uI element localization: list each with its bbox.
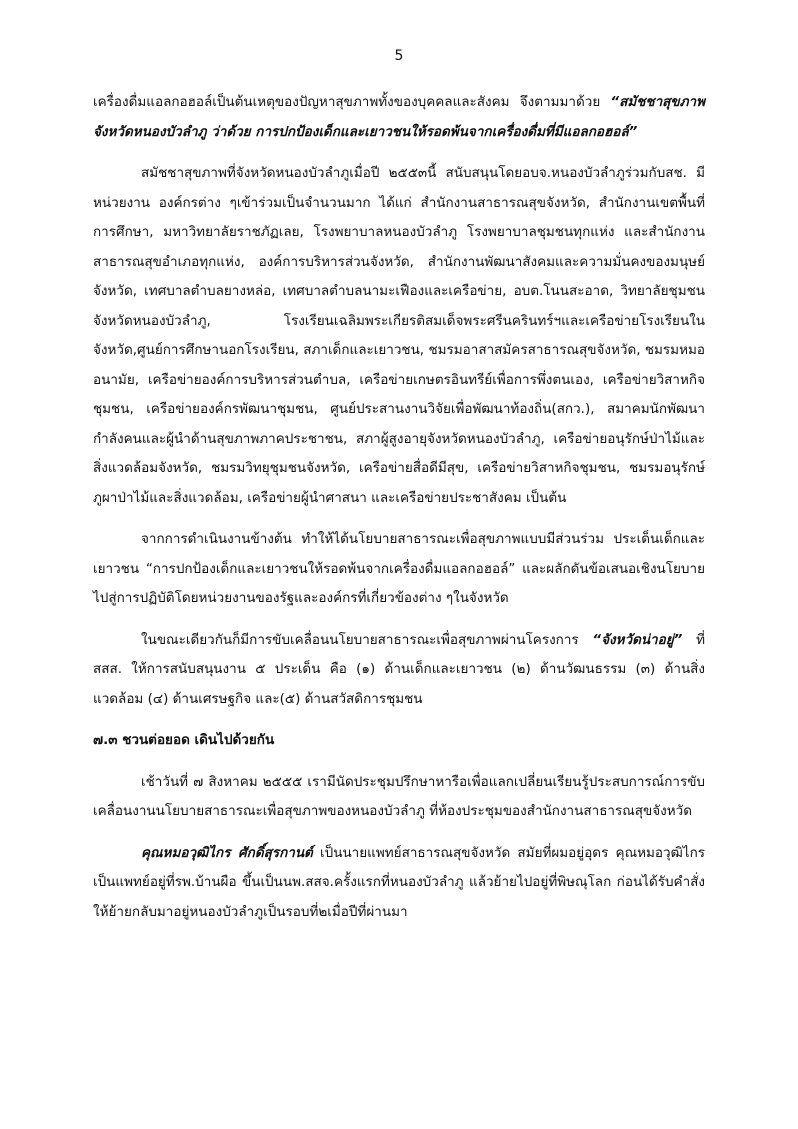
project-name-emphasis: “จังหวัดน่าอยู่” [592,631,683,648]
paragraph-text: ที่ สสส. ให้การสนับสนุนงาน ๕ ประเด็น คือ (๑) ด้านเด็กและเยาวชน (๒) ด้านวัฒนธรรม (๓) ด้านสิ่งแวดล้อม (๔) ด้านเศรษฐกิจ และ(๕) ด้านสวัสดิการชุมชน [93,631,705,707]
paragraph-livable-province [93,626,705,715]
paragraph-meeting: เช้าวันที่ ๗ สิงหาคม ๒๕๕๕ เรามีนัดประชุมปรึกษาหารือเพื่อแลกเปลี่ยนเรียนรู้ประสบการณ์การขับเคลื่อนงานนโยบายสาธารณะเพื่อสุขภาพของหนองบัวลำภู ที่ห้องประชุมของสำนักงานสาธารณสุขจังหวัด [93,773,705,819]
paragraph-health-assembly: สมัชชาสุขภาพที่จังหวัดหนองบัวลำภูเมื่อปี ๒๕๕๓นี้ สนับสนุนโดยอบจ.หนองบัวลำภูร่วมกับสช. มีหน่วยงาน องค์กรต่าง ๆเข้าร่วมเป็นจำนวนมาก ได้แก่ สำนักงานสาธารณสุขจังหวัด, สำนักงานเขตพื้นที่การศึกษา, มหาวิทยาลัยราชภัฏเลย, โรงพยาบาลหนองบัวลำภู โรงพยาบาลชุมชนทุกแห่ง และสำนักงานสาธารณสุขอำเภอทุกแห่ง, องค์การบริหารส่วนจังหวัด, สำนักงานพัฒนาสังคมและความมั่นคงของมนุษย์จังหวัด, เทศบาลตำบลยางหล่อ, เทศบาลตำบลนามะเฟืองและเครือข่าย, อบต.โนนสะอาด, วิทยาลัยชุมชนจังหวัดหนองบัวลำภู, โรงเรียนเฉลิมพระเกียรติสมเด็จพระศรีนครินทร์ฯและเครือข่ายโรงเรียนในจังหวัด,ศูนย์การศึกษานอกโรงเรียน, สภาเด็กและเยาวชน, ชมรมอาสาสมัครสาธารณสุขจังหวัด, ชมรมหมออนามัย, เครือข่ายองค์การบริหารส่วนตำบล, เครือข่ายเกษตรอินทรีย์เพื่อการพึ่งตนเอง, เครือข่ายวิสาหกิจชุมชน, เครือข่ายองค์กรพัฒนาชุมชน, ศูนย์ประสานงานวิจัยเพื่อพัฒนาท้องถิ่น(สกว.), สมาคมนักพัฒนากำลังคนและผู้นำด้านสุขภาพภาคประชาชน, สภาผู้สูงอายุจังหวัดหนองบัวลำภู, เครือข่ายอนุรักษ์ป่าไม้และสิ่งแวดล้อมจังหวัด, ชมรมวิทยุชุมชนจังหวัด, เครือข่ายสื่อดีมีสุข, เครือข่ายวิสาหกิจชุมชน, ชมรมอนุรักษ์ภูผาป่าไม้และสิ่งแวดล้อม, เครือข่ายผู้นำศาสนา และเครือข่ายประชาสังคม เป็นต้น [93,165,705,506]
paragraph-alcohol-intro [93,88,705,147]
section-heading: ๗.๓ ชวนต่อยอด เดินไปด้วยกัน [93,732,275,748]
paragraph-text: เป็นนายแพทย์สาธารณสุขจังหวัด สมัยที่ผมอยู่อุดร คุณหมอวุฒิไกรเป็นแพทย์อยู่ที่รพ.บ้านผือ ขึ้นเป็นนพ.สสจ.ครั้งแรกที่หนองบัวลำภู แล้วย้ายไปอยู่ที่พิษณุโลก ก่อนได้รับคำสั่งให้ย้ายกลับมาอยู่หนองบัวลำภูเป็นรอบที่๒เมื่อปีที่ผ่านมา [93,844,705,920]
document-body [93,88,705,927]
person-name-emphasis: คุณหมอวุฒิไกร ศักดิ์สุรกานต์ [141,844,313,861]
assembly-title-emphasis: “สมัชชาสุขภาพจังหวัดหนองบัวลำภู ว่าด้วย การปกป้องเด็กและเยาวชนให้รอดพ้นจากเครื่องดื่มที่มีแอลกอฮอล์” [93,94,705,140]
paragraph-text: ในขณะเดียวกันก็มีการขับเคลื่อนนโยบายสาธารณะเพื่อสุขภาพผ่านโครงการ [141,631,593,648]
paragraph-text: เครื่องดื่มแอลกอฮอล์เป็นต้นเหตุของปัญหาสุขภาพทั้งของบุคคลและสังคม จึงตามมาด้วย [93,94,611,110]
page-number: 5 [394,48,404,64]
paragraph-doctor [93,839,705,928]
paragraph-policy-outcome: จากการดำเนินงานข้างต้น ทำให้ได้นโยบายสาธารณะเพื่อสุขภาพแบบมีส่วนร่วม ประเด็นเด็กและเยาวชน “การปกป้องเด็กและเยาวชนให้รอดพ้นจากเครื่องดื่มแอลกอฮอล์” และผลักดันข้อเสนอเชิงนโยบายไปสู่การปฏิบัติโดยหน่วยงานของรัฐและองค์กรที่เกี่ยวข้องต่าง ๆในจังหวัด [93,531,705,606]
